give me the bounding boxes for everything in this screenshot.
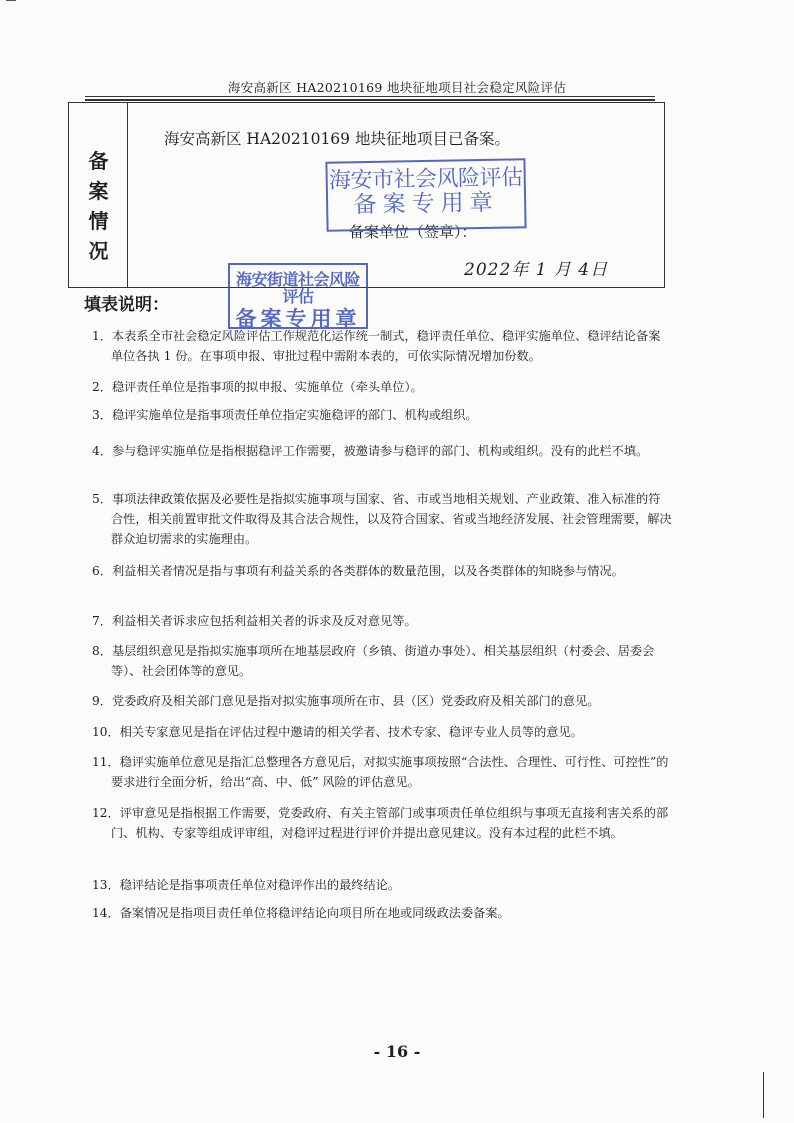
note-item: 13．稳评结论是指事项责任单位对稳评作出的最终结论。: [92, 878, 401, 892]
filing-unit-label: 备案单位（签章）：: [349, 223, 477, 241]
note-item: 14．备案情况是指项目责任单位将稳评结论向项目所在地或同级政法委备案。: [92, 906, 510, 920]
filing-label-char: 况: [88, 239, 109, 263]
scan-edge-line: [763, 1072, 764, 1118]
corner-mark: [6, 0, 16, 1]
note-item: 12．评审意见是指根据工作需要，党委政府、有关主管部门或事项责任单位组织与事项无直接利害关系的部门、机构、专家等组成评审组，对稳评过程进行评价并提出意见建议。没有本过程的此栏不填。: [92, 806, 669, 840]
header-rule-thick: [85, 99, 655, 101]
header-rule: [85, 96, 655, 97]
note-item: 3．稳评实施单位是指事项责任单位指定实施稳评的部门、机构或组织。: [92, 408, 478, 422]
filing-label-char: 情: [88, 209, 109, 233]
seal-text-line2: 备案专用章: [235, 306, 361, 331]
note-item: 10．相关专家意见是指在评估过程中邀请的相关学者、技术专家、稳评专业人员等的意见。: [92, 725, 583, 739]
filing-seal-subdistrict: [228, 263, 368, 329]
note-item: 6．利益相关者情况是指与事项有利益关系的各类群体的数量范围，以及各类群体的知晓参与情况。: [92, 564, 624, 578]
note-item: 4．参与稳评实施单位是指根据稳评工作需要，被邀请参与稳评的部门、机构或组织。没有的此栏不填。: [92, 444, 649, 458]
filing-label-char: 案: [88, 179, 109, 203]
seal-text-line1: 海安街道社会风险评估: [235, 270, 360, 307]
filing-label-char: 备: [88, 149, 109, 173]
filing-seal-municipal: [325, 158, 526, 231]
note-item: 8．基层组织意见是指拟实施事项所在地基层政府（乡镇、街道办事处）、相关基层组织（村委会、居委会等）、社会团体等的意见。: [92, 644, 655, 678]
notes-title: 填表说明：: [84, 295, 169, 315]
filed-statement: 海安高新区 HA20210169 地块征地项目已备案。: [164, 130, 510, 148]
note-item: 11．稳评实施单位意见是指汇总整理各方意见后，对拟实施事项按照“合法性、合理性、可行性、可控性”的要求进行全面分析，给出“高、中、低” 风险的评估意见。: [92, 755, 669, 789]
page-header-title: 海安高新区 HA20210169 地块征地项目社会稳定风险评估: [227, 80, 567, 95]
page-number: - 16 -: [373, 1042, 421, 1061]
note-item: 9．党委政府及相关部门意见是指对拟实施事项所在市、县（区）党委政府及相关部门的意见。: [92, 694, 600, 708]
note-item: 1．本表系全市社会稳定风险评估工作规范化运作统一制式，稳评责任单位、稳评实施单位、稳评结论备案单位各执 1 份。在事项申报、审批过程中需附本表的，可依实际情况增加份数。: [92, 329, 661, 363]
filing-label-cell: [69, 103, 128, 287]
seal-text-line1: 海安市社会风险评估: [328, 165, 523, 194]
note-item: 7．利益相关者诉求应包括利益相关者的诉求及反对意见等。: [92, 614, 417, 628]
seal-text-line2: 备案专用章: [353, 189, 499, 219]
note-item: 5．事项法律政策依据及必要性是指拟实施事项与国家、省、市或当地相关规划、产业政策、准入标准的符合性，相关前置审批文件取得及其合法合规性，以及符合国家、省或当地经济发展、社会管理需要，解决群众迫切需求的实施理由。: [92, 492, 672, 546]
note-item: 2．稳评责任单位是指事项的拟申报、实施单位（牵头单位）。: [92, 380, 423, 394]
handwritten-date: 2022年 1 月 4日: [464, 260, 609, 280]
